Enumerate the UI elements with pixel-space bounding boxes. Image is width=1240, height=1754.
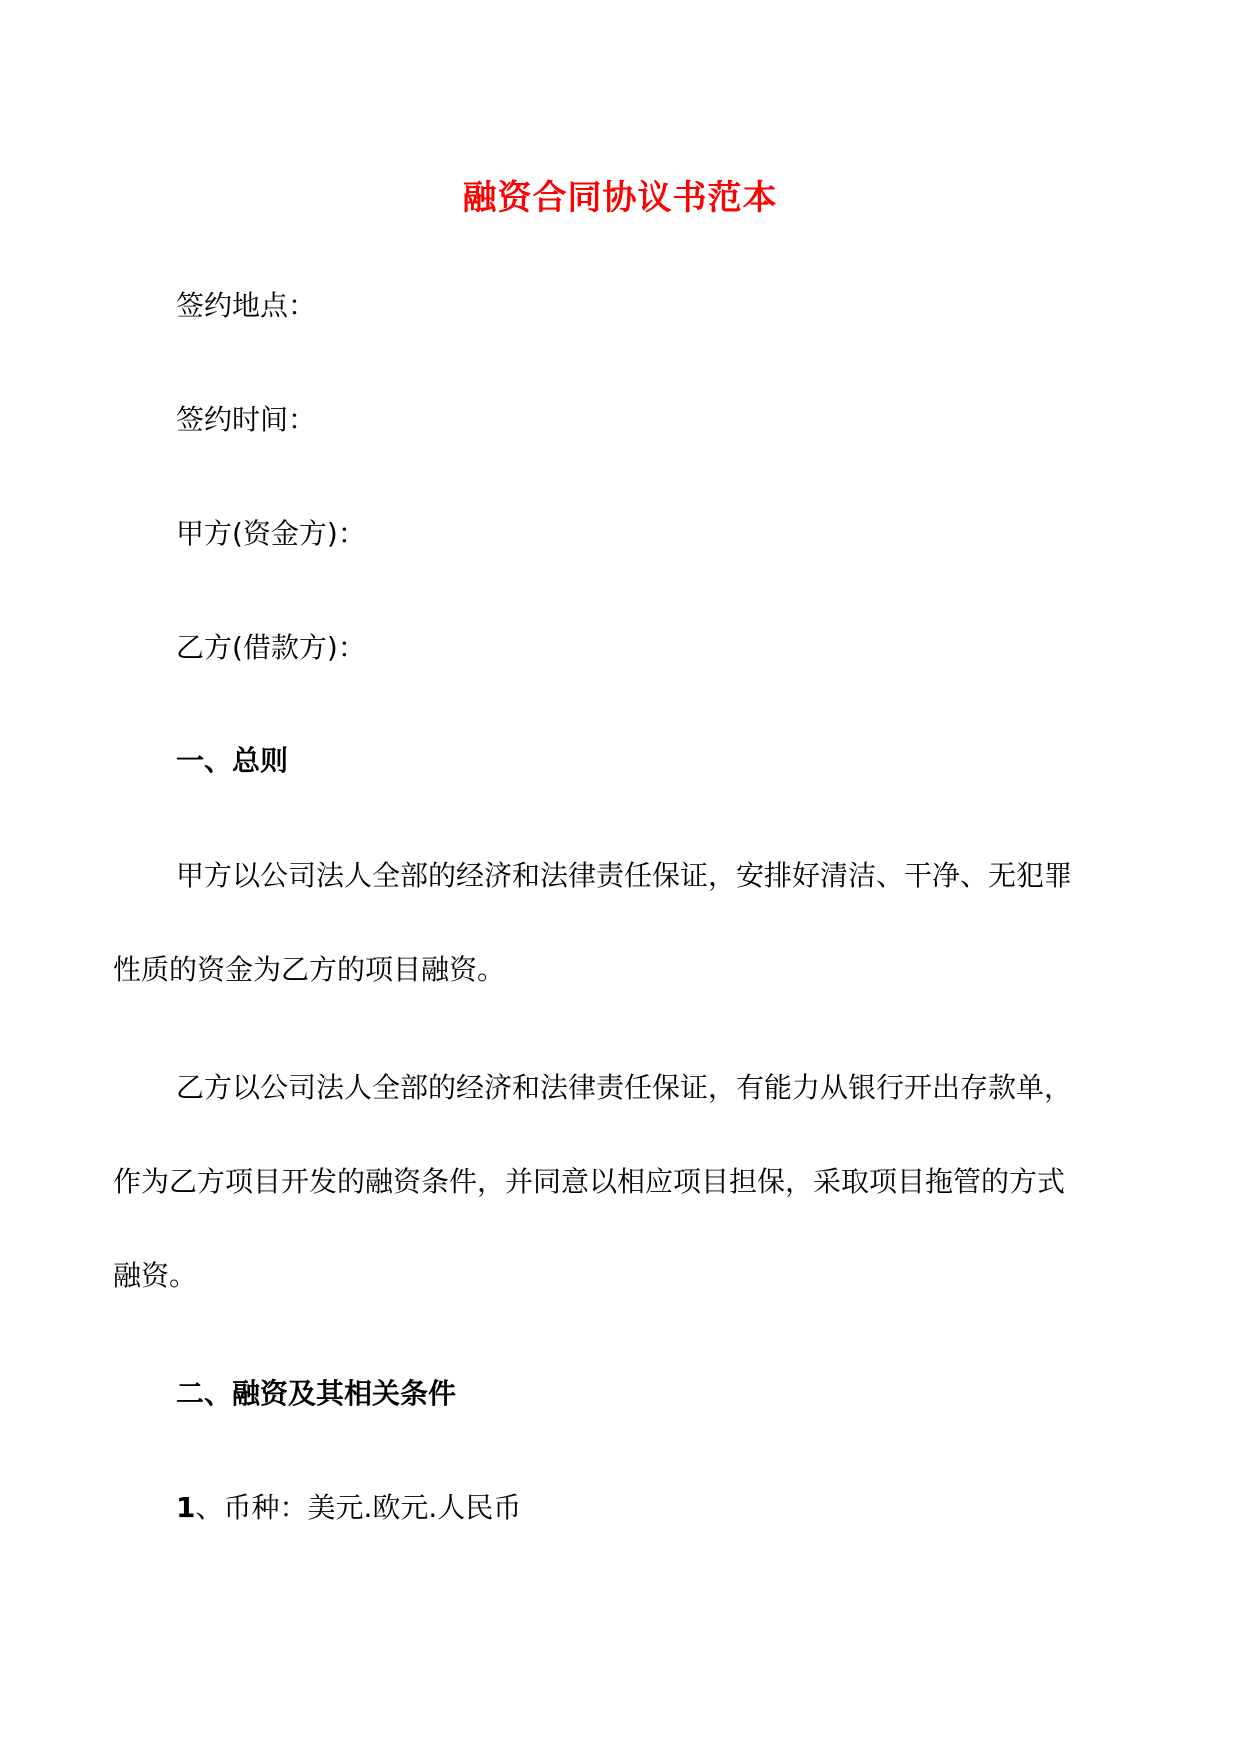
section-1-para-2-line-1: 乙方以公司法人全部的经济和法律责任保证，有能力从银行开出存款单，: [176, 1071, 1073, 1104]
signing-time-label: 签约时间：: [176, 403, 317, 436]
party-a-label: 甲方(资金方)：: [176, 517, 366, 550]
section-1-para-1-line-1: 甲方以公司法人全部的经济和法律责任保证，安排好清洁、干净、无犯罪: [176, 859, 1073, 892]
section-2-heading: 二、融资及其相关条件: [176, 1377, 457, 1410]
section-1-para-2-line-2: 作为乙方项目开发的融资条件，并同意以相应项目担保，采取项目拖管的方式: [113, 1165, 1066, 1198]
section-1-heading: 一、总则: [176, 744, 289, 777]
section-2-item-1: [176, 1488, 521, 1528]
section-1-para-1-line-2: 性质的资金为乙方的项目融资。: [113, 953, 506, 986]
section-2-item-1-text: 、币种：美元.欧元.人民币: [195, 1491, 522, 1524]
document-title: 融资合同协议书范本: [462, 178, 778, 218]
signing-place-label: 签约地点：: [176, 289, 317, 322]
section-2-item-1-number: 1: [176, 1491, 196, 1524]
party-b-label: 乙方(借款方)：: [176, 631, 366, 664]
section-1-para-2-line-3: 融资。: [113, 1259, 198, 1292]
